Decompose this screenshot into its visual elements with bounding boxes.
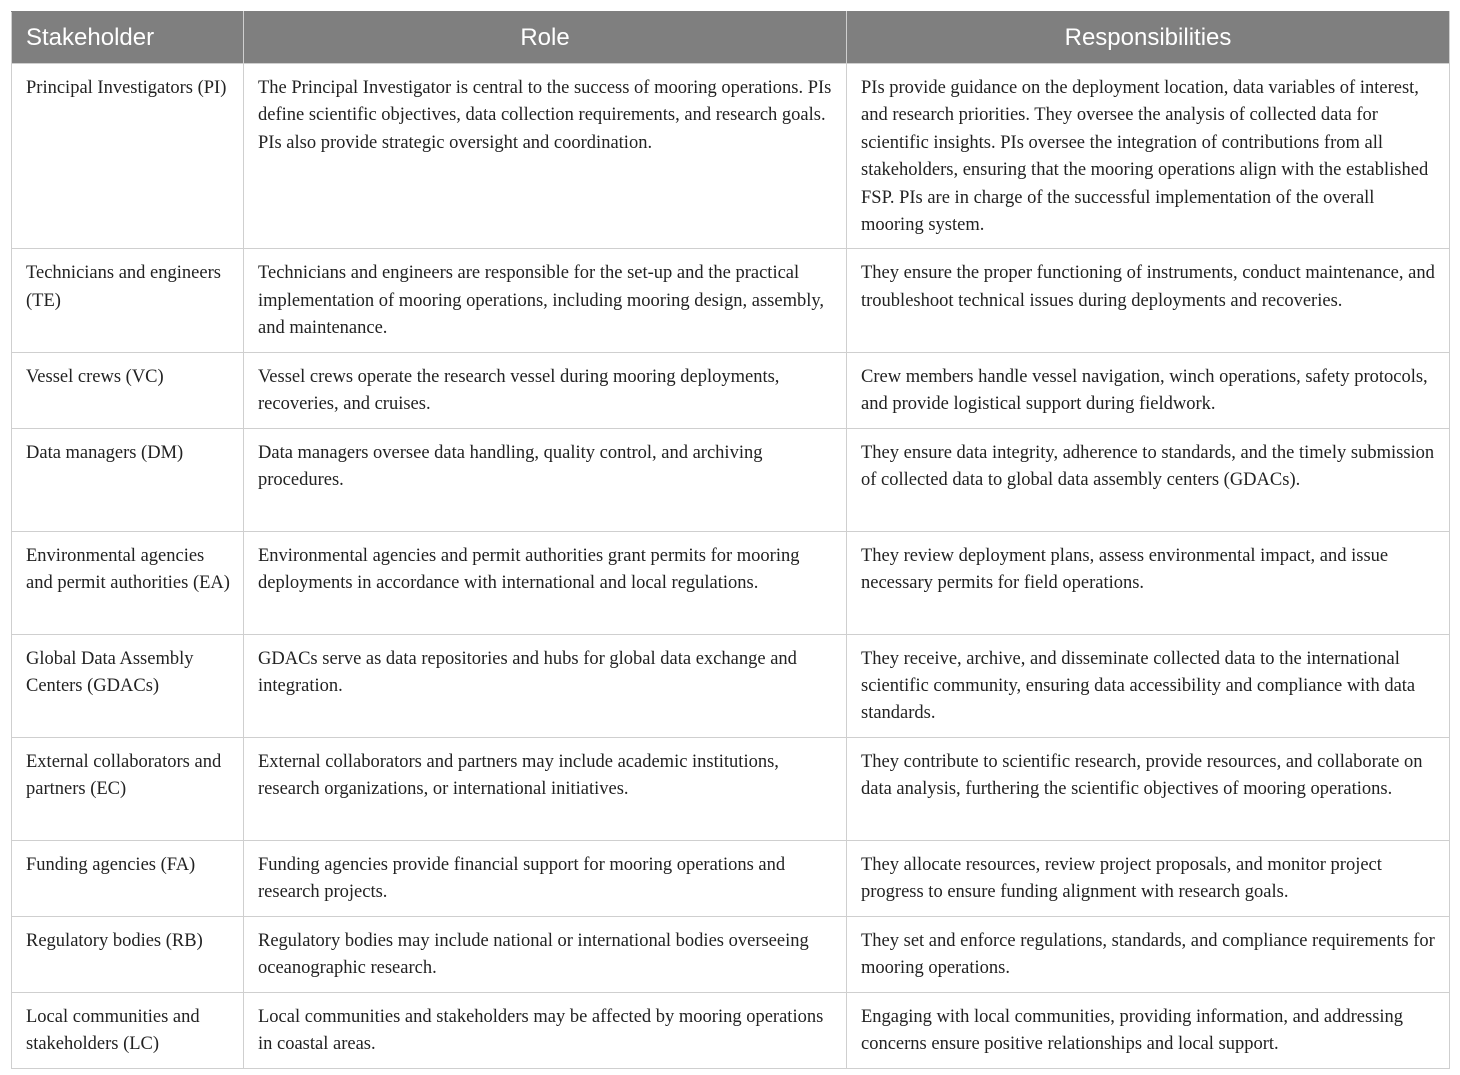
header-row xyxy=(12,12,1450,64)
table-row xyxy=(12,531,1450,634)
cell-responsibilities: They allocate resources, review project proposals, and monitor project progress to ensure funding alignment with research goals. xyxy=(847,840,1450,916)
cell-stakeholder: Data managers (DM) xyxy=(12,428,244,531)
cell-role: Vessel crews operate the research vessel during mooring deployments, recoveries, and cruises. xyxy=(244,352,847,428)
cell-stakeholder: External collaborators and partners (EC) xyxy=(12,737,244,840)
table-row xyxy=(12,249,1450,352)
cell-responsibilities: Engaging with local communities, providing information, and addressing concerns ensure positive relationships and local support. xyxy=(847,992,1450,1068)
cell-responsibilities: They review deployment plans, assess environmental impact, and issue necessary permits for field operations. xyxy=(847,531,1450,634)
header-responsibilities: Responsibilities xyxy=(847,12,1450,64)
table-body xyxy=(12,64,1450,1069)
table-row xyxy=(12,840,1450,916)
cell-stakeholder: Local communities and stakeholders (LC) xyxy=(12,992,244,1068)
table-row xyxy=(12,352,1450,428)
table-row xyxy=(12,992,1450,1068)
cell-responsibilities: Crew members handle vessel navigation, winch operations, safety protocols, and provide logistical support during fieldwork. xyxy=(847,352,1450,428)
cell-responsibilities: They ensure data integrity, adherence to standards, and the timely submission of collected data to global data assembly centers (GDACs). xyxy=(847,428,1450,531)
cell-stakeholder: Regulatory bodies (RB) xyxy=(12,916,244,992)
table-row xyxy=(12,634,1450,737)
cell-stakeholder: Technicians and engineers (TE) xyxy=(12,249,244,352)
table-row xyxy=(12,64,1450,249)
cell-stakeholder: Funding agencies (FA) xyxy=(12,840,244,916)
cell-responsibilities: They contribute to scientific research, provide resources, and collaborate on data analysis, furthering the scientific objectives of mooring operations. xyxy=(847,737,1450,840)
cell-stakeholder: Vessel crews (VC) xyxy=(12,352,244,428)
cell-role: Technicians and engineers are responsible for the set-up and the practical implementation of mooring operations, including mooring design, assembly, and maintenance. xyxy=(244,249,847,352)
cell-stakeholder: Principal Investigators (PI) xyxy=(12,64,244,249)
table-row xyxy=(12,737,1450,840)
header-role: Role xyxy=(244,12,847,64)
cell-role: External collaborators and partners may include academic institutions, research organizations, or international initiatives. xyxy=(244,737,847,840)
cell-role: Funding agencies provide financial support for mooring operations and research projects. xyxy=(244,840,847,916)
header-stakeholder: Stakeholder xyxy=(12,12,244,64)
cell-stakeholder: Environmental agencies and permit authorities (EA) xyxy=(12,531,244,634)
table-row xyxy=(12,428,1450,531)
table-row xyxy=(12,916,1450,992)
stakeholder-table xyxy=(11,11,1450,1069)
cell-role: Data managers oversee data handling, quality control, and archiving procedures. xyxy=(244,428,847,531)
cell-responsibilities: They ensure the proper functioning of instruments, conduct maintenance, and troubleshoot technical issues during deployments and recoveries. xyxy=(847,249,1450,352)
cell-responsibilities: They receive, archive, and disseminate collected data to the international scientific community, ensuring data accessibility and compliance with data standards. xyxy=(847,634,1450,737)
cell-stakeholder: Global Data Assembly Centers (GDACs) xyxy=(12,634,244,737)
table-header xyxy=(12,12,1450,64)
cell-responsibilities: PIs provide guidance on the deployment location, data variables of interest, and research priorities. They oversee the analysis of collected data for scientific insights. PIs oversee the integration of contributions from all stakeholders, ensuring that the mooring operations align with the established FSP. PIs are in charge of the successful implementation of the overall mooring system. xyxy=(847,64,1450,249)
cell-role: Environmental agencies and permit authorities grant permits for mooring deployments in accordance with international and local regulations. xyxy=(244,531,847,634)
cell-role: Regulatory bodies may include national or international bodies overseeing oceanographic research. xyxy=(244,916,847,992)
cell-role: GDACs serve as data repositories and hubs for global data exchange and integration. xyxy=(244,634,847,737)
cell-role: Local communities and stakeholders may be affected by mooring operations in coastal areas. xyxy=(244,992,847,1068)
cell-responsibilities: They set and enforce regulations, standards, and compliance requirements for mooring operations. xyxy=(847,916,1450,992)
cell-role: The Principal Investigator is central to the success of mooring operations. PIs define scientific objectives, data collection requirements, and research goals. PIs also provide strategic oversight and coordination. xyxy=(244,64,847,249)
